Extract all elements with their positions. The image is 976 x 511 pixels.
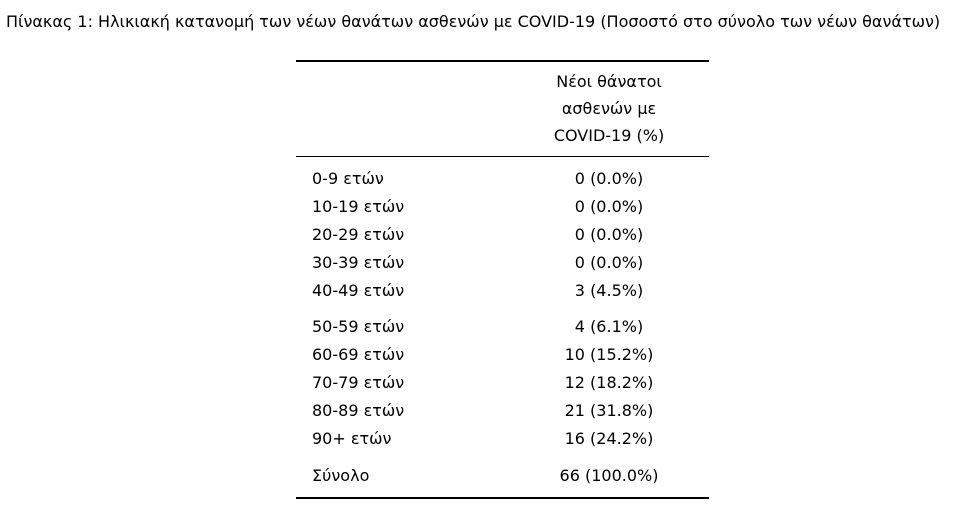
row-value: 21 (31.8%) — [564, 401, 654, 420]
column-header-line-2: ασθενών με — [561, 99, 657, 118]
row-value: 12 (18.2%) — [564, 373, 654, 392]
table-row — [296, 277, 709, 305]
row-value: 16 (24.2%) — [564, 429, 654, 448]
row-label: 80-89 ετών — [312, 401, 405, 420]
row-label: 0-9 ετών — [312, 169, 384, 188]
row-value: 4 (6.1%) — [574, 317, 644, 336]
total-row — [296, 462, 709, 490]
table-row — [296, 425, 709, 453]
table-header — [296, 62, 709, 156]
table-row — [296, 369, 709, 397]
table-row — [296, 221, 709, 249]
table-row — [296, 341, 709, 369]
row-label: 60-69 ετών — [312, 345, 405, 364]
row-label: 20-29 ετών — [312, 225, 405, 244]
table-row — [296, 313, 709, 341]
row-value: 0 (0.0%) — [574, 169, 644, 188]
row-label: 10-19 ετών — [312, 197, 405, 216]
column-header-line-3: COVID-19 (%) — [553, 126, 665, 145]
row-value: 0 (0.0%) — [574, 225, 644, 244]
row-value: 3 (4.5%) — [574, 281, 644, 300]
table-row — [296, 193, 709, 221]
row-label: 90+ ετών — [312, 429, 392, 448]
table-row — [296, 249, 709, 277]
column-header-deaths — [549, 68, 669, 149]
row-label: 50-59 ετών — [312, 317, 405, 336]
row-label: 70-79 ετών — [312, 373, 405, 392]
row-value: 10 (15.2%) — [564, 345, 654, 364]
table-row — [296, 165, 709, 193]
row-value: 0 (0.0%) — [574, 253, 644, 272]
row-value: 0 (0.0%) — [574, 197, 644, 216]
total-label: Σύνολο — [312, 466, 370, 485]
table-caption: Πίνακας 1: Ηλικιακή κατανομή των νέων θανάτων ασθενών με COVID-19 (Ποσοστό στο σύνολο των νέων θανάτων) — [6, 12, 941, 31]
row-label: 30-39 ετών — [312, 253, 405, 272]
age-distribution-table — [296, 60, 709, 499]
bottom-rule — [296, 497, 709, 499]
total-value: 66 (100.0%) — [559, 466, 659, 485]
row-label: 40-49 ετών — [312, 281, 405, 300]
table-body — [296, 157, 709, 490]
column-header-line-1: Νέοι θάνατοι — [556, 72, 662, 91]
table-row — [296, 397, 709, 425]
